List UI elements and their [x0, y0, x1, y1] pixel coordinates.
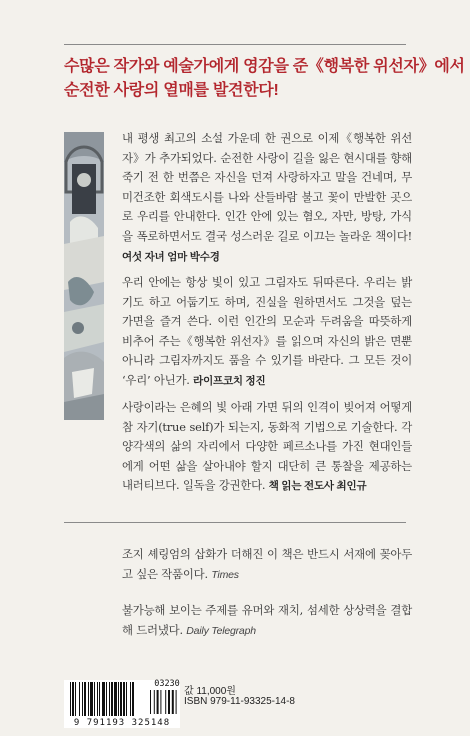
- isbn-label: ISBN 979-11-93325-14-8: [184, 696, 295, 707]
- addon-barcode-bars: [150, 690, 184, 714]
- review-3-attribution: 책 읽는 전도사 최인규: [268, 480, 367, 493]
- press-quote-1-source: Times: [211, 568, 239, 581]
- headline-line-2: 순전한 사랑의 열매를 발견한다!: [64, 82, 279, 99]
- review-2-attribution: 라이프코치 정진: [193, 374, 266, 387]
- barcode-addon-number: 03230: [154, 679, 180, 689]
- headline-line-1: 수많은 작가와 예술가에게 영감을 준《행복한 위선자》에서: [64, 58, 465, 75]
- review-1-attribution: 여섯 자녀 엄마 박수경: [122, 250, 220, 263]
- press-quote-2: [122, 601, 412, 641]
- review-1-text: 내 평생 최고의 소설 가운데 한 권으로 이제《행복한 위선자》가 추가되었다. 순전한 사랑이 길을 잃은 현시대를 향해 죽기 전 한 번쯤은 자신을 던져 사랑하자고 말을 건네며, 무미건조한 회색도시를 나와 산들바람 불고 꽃이 만발한 곳으로 우리를 안내한다. 인간 안에 있는 혐오, 자만, 방탕, 가식을 폭로하면서도 결국 성스러운 길로 이끄는 놀라운 책이다!: [122, 131, 412, 243]
- headline: [64, 55, 465, 103]
- review-3: [122, 398, 412, 497]
- review-2: [122, 273, 412, 392]
- press-quote-1-text: 조지 셰링엄의 삽화가 더해진 이 책은 반드시 서재에 꽂아두고 싶은 작품이다.: [122, 547, 412, 581]
- press-quote-2-text: 불가능해 보이는 주제를 유머와 재치, 섬세한 상상력을 결합해 드러냈다.: [122, 603, 412, 637]
- barcode-number: 9 791193 325148: [73, 718, 171, 728]
- price-label: 값 11,000원: [184, 686, 236, 697]
- cover-illustration-strip: [64, 132, 104, 420]
- review-2-text: 우리 안에는 항상 빛이 있고 그림자도 뒤따른다. 우리는 밝기도 하고 어둡기도 하며, 진실을 원하면서도 그것을 덮는 가면을 즐겨 쓴다. 이런 인간의 모순과 두려움을 따뜻하게 비추어 주는《행복한 위선자》를 읽으며 자신의 밝은 면뿐 아니라 그림자까지도 품을 수 있기를 바란다. 그 모든 것이 ‘우리’ 아닌가.: [122, 275, 412, 387]
- review-1: [122, 129, 412, 267]
- middle-rule: [64, 522, 406, 523]
- press-quote-2-source: Daily Telegraph: [186, 624, 256, 637]
- top-rule: [64, 44, 406, 45]
- press-quote-1: [122, 545, 412, 585]
- review-3-text: 사랑이라는 은혜의 빛 아래 가면 뒤의 인격이 빚어져 어떻게 참 자기(true self)가 되는지, 동화적 기법으로 기술한다. 각양각색의 삶의 자리에서 다양한 페르소나를 가진 현대인들에게 어떤 삶을 살아내야 할지 대단히 큰 통찰을 제공하는 내러티브다. 일독을 강권한다.: [122, 400, 412, 493]
